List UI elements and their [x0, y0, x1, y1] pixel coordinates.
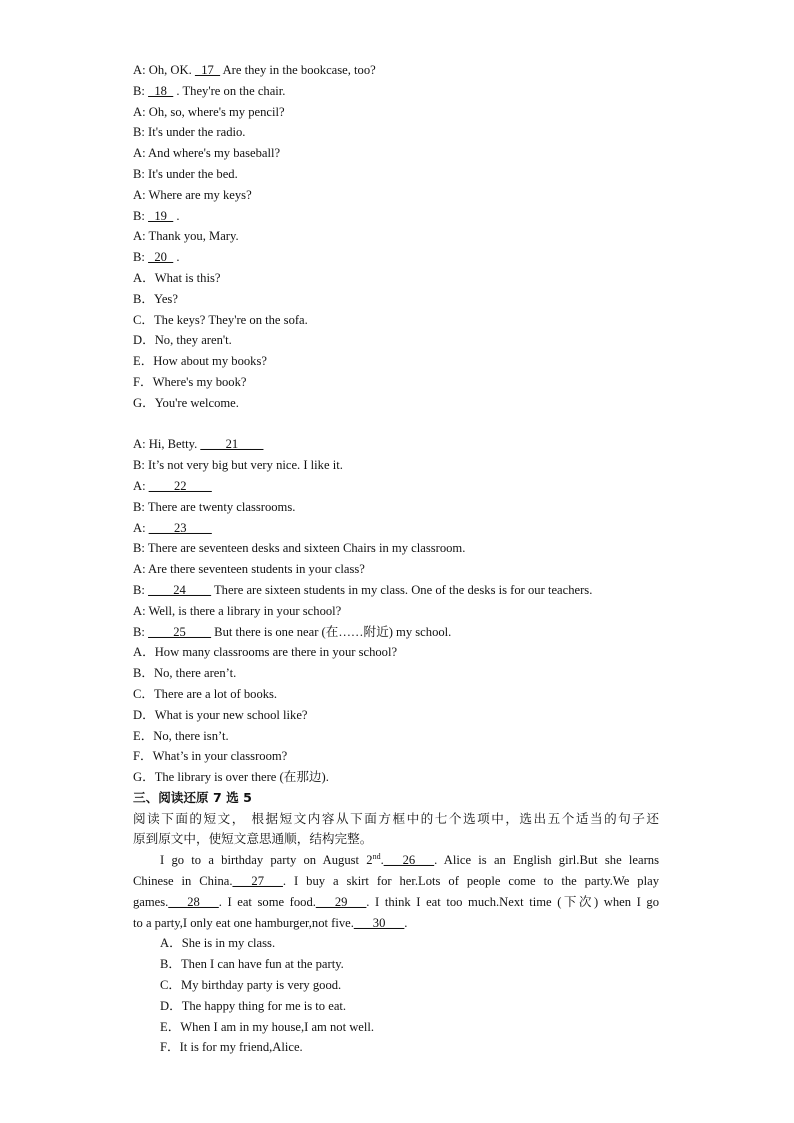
worksheet-page: [133, 60, 659, 1058]
instruction-line: 原到原文中，使短文意思通顺，结构完整。: [133, 831, 373, 847]
answer-blank-28[interactable]: ___28___: [168, 894, 219, 909]
section-heading: 三、阅读还原 7 选 5: [133, 789, 252, 805]
line-text: .: [173, 208, 180, 223]
passage-line: [133, 850, 659, 871]
passage-line: [133, 871, 659, 892]
passage-text: . Alice is an English girl.But she learns: [434, 853, 659, 868]
speaker: A:: [133, 63, 146, 77]
instruction-line: 阅读下面的短文， 根据短文内容从下面方框中的七个选项中，选出五个适当的句子还: [133, 810, 659, 826]
line-text: Well, is there a library in your school?: [145, 603, 342, 618]
speaker: A:: [133, 437, 146, 452]
section-3: [133, 788, 659, 1058]
speaker: B:: [133, 499, 145, 514]
dialogue-line: [133, 518, 659, 539]
speaker: A:: [133, 603, 146, 618]
option-item: A．How many classrooms are there in your school?: [133, 645, 398, 660]
speaker: A:: [133, 104, 146, 119]
superscript: nd: [372, 852, 381, 862]
speaker: A:: [133, 520, 146, 535]
dialogue-line: [133, 455, 659, 476]
line-text: And where's my baseball?: [145, 146, 281, 161]
dialogue-line: [133, 434, 659, 455]
passage-text: I go to a birthday party on August 2: [160, 853, 373, 868]
option-item: D．No, they aren't.: [133, 333, 232, 348]
options-list-2: [133, 642, 659, 788]
answer-blank-22[interactable]: ____22____: [148, 478, 212, 493]
dialogue-2: [133, 434, 659, 642]
option-item: G．The library is over there (在那边).: [133, 770, 329, 785]
answer-blank-25[interactable]: ____25____: [148, 624, 212, 639]
option-item: G．You're welcome.: [133, 395, 239, 410]
dialogue-line: [133, 226, 659, 247]
dialogue-line: [133, 538, 659, 559]
line-text: It's under the bed.: [144, 166, 238, 181]
speaker: B:: [133, 458, 145, 473]
speaker: A:: [133, 229, 146, 244]
dialogue-line: [133, 143, 659, 164]
speaker: B:: [133, 208, 145, 223]
line-text: . They're on the chair.: [173, 83, 286, 98]
dialogue-line: [133, 580, 659, 601]
answer-blank-18[interactable]: 18: [148, 83, 174, 98]
speaker: A:: [133, 562, 146, 577]
option-item: B．No, there aren’t.: [133, 666, 237, 681]
line-text: But there is one near (在……附近) my school.: [211, 624, 452, 639]
option-item: E．When I am in my house,I am not well.: [160, 1019, 375, 1034]
spacer: [133, 414, 659, 435]
passage-line: [133, 913, 659, 934]
passage-text: games.: [133, 894, 169, 909]
speaker: B:: [133, 250, 145, 265]
line-text: Where are my keys?: [145, 187, 252, 202]
line-text: Oh, OK.: [145, 63, 195, 77]
answer-blank-17[interactable]: 17: [194, 63, 221, 77]
speaker: B:: [133, 624, 145, 639]
option-item: A．What is this?: [133, 270, 221, 285]
dialogue-line: [133, 476, 659, 497]
passage-text: to a party,I only eat one hamburger,not five.: [133, 915, 354, 930]
option-item: B．Then I can have fun at the party.: [160, 957, 344, 972]
answer-blank-23[interactable]: ____23____: [148, 520, 212, 535]
option-item: C．The keys? They're on the sofa.: [133, 312, 308, 327]
answer-blank-29[interactable]: ___29___: [315, 894, 367, 909]
dialogue-line: [133, 497, 659, 518]
answer-blank-20[interactable]: 20: [148, 250, 174, 265]
option-item: E．No, there isn’t.: [133, 728, 229, 743]
option-item: A．She is in my class.: [160, 936, 276, 951]
speaker: B:: [133, 582, 145, 597]
dialogue-line: [133, 559, 659, 580]
dialogue-line: [133, 622, 659, 643]
answer-blank-26[interactable]: ___26___: [383, 853, 435, 868]
line-text: It's under the radio.: [144, 125, 246, 140]
speaker: B:: [133, 83, 145, 98]
speaker: B:: [133, 125, 145, 140]
answer-blank-24[interactable]: ____24____: [148, 582, 212, 597]
passage-text: .: [404, 915, 408, 930]
option-item: F．Where's my book?: [133, 374, 247, 389]
dialogue-line: [133, 102, 659, 123]
options-list-1: [133, 268, 659, 414]
option-item: D．The happy thing for me is to eat.: [160, 998, 347, 1013]
dialogue-1: [133, 60, 659, 268]
passage-text: . I buy a skirt for her.Lots of people come to the party.We play: [282, 874, 659, 889]
speaker: B:: [133, 166, 145, 181]
answer-blank-27[interactable]: ___27___: [232, 874, 283, 889]
line-text: There are twenty classrooms.: [144, 499, 296, 514]
passage-text: .: [380, 853, 384, 868]
speaker: A:: [133, 478, 146, 493]
dialogue-line: [133, 122, 659, 143]
line-text: There are seventeen desks and sixteen Chairs in my classroom.: [144, 541, 466, 556]
dialogue-line: [133, 81, 659, 102]
dialogue-line: [133, 185, 659, 206]
option-item: C．My birthday party is very good.: [160, 978, 342, 993]
dialogue-line: [133, 601, 659, 622]
answer-blank-21[interactable]: ____21____: [200, 437, 264, 452]
dialogue-line: [133, 247, 659, 268]
option-item: C．There are a lot of books.: [133, 686, 278, 701]
answer-blank-19[interactable]: 19: [148, 208, 174, 223]
dialogue-line: [133, 206, 659, 227]
line-text: Are they in the bookcase, too?: [220, 63, 376, 77]
dialogue-line: [133, 164, 659, 185]
passage-line: [133, 892, 659, 913]
line-text: It’s not very big but very nice. I like it.: [144, 458, 343, 473]
answer-blank-30[interactable]: ___30___: [353, 915, 405, 930]
option-item: D．What is your new school like?: [133, 707, 308, 722]
line-text: Hi, Betty.: [145, 437, 201, 452]
option-item: F．It is for my friend,Alice.: [160, 1040, 303, 1055]
speaker: A:: [133, 187, 146, 202]
option-item: B．Yes?: [133, 291, 178, 306]
option-item: F．What’s in your classroom?: [133, 749, 288, 764]
line-text: There are sixteen students in my class. One of the desks is for our teachers.: [211, 582, 593, 597]
option-item: E．How about my books?: [133, 354, 267, 369]
passage-text: Chinese in China.: [133, 874, 233, 889]
passage-text: . I eat some food.: [218, 894, 316, 909]
speaker: B:: [133, 541, 145, 556]
line-text: .: [173, 250, 180, 265]
passage-text: . I think I eat too much.Next time (下次) when I go: [366, 894, 659, 909]
line-text: Oh, so, where's my pencil?: [145, 104, 285, 119]
dialogue-line: [133, 60, 659, 81]
line-text: Thank you, Mary.: [145, 229, 239, 244]
speaker: A:: [133, 146, 146, 161]
line-text: Are there seventeen students in your class?: [145, 562, 365, 577]
